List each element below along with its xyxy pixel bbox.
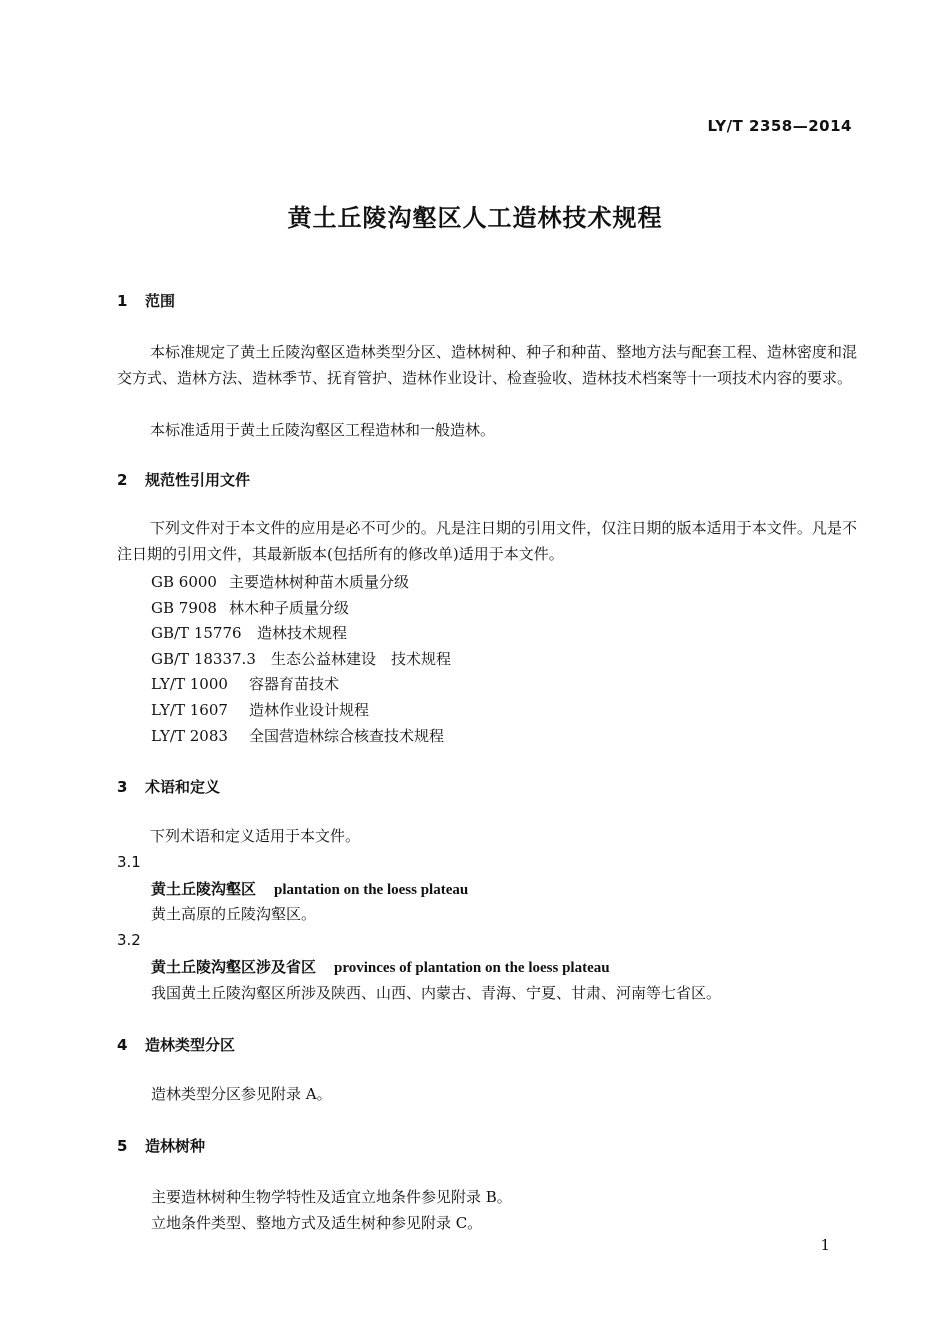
reference-code: GB/T 18337.3 bbox=[151, 650, 256, 668]
section-number: 4 bbox=[117, 1036, 128, 1054]
section-title: 范围 bbox=[145, 292, 176, 310]
term-definition: 我国黄土丘陵沟壑区所涉及陕西、山西、内蒙古、青海、宁夏、甘肃、河南等七省区。 bbox=[151, 984, 722, 1002]
term-heading bbox=[151, 956, 610, 977]
page-number: 1 bbox=[820, 1236, 830, 1254]
reference-name: 造林作业设计规程 bbox=[249, 701, 370, 719]
section-3-heading bbox=[117, 776, 220, 797]
reference-code: LY/T 1000 bbox=[151, 675, 228, 693]
section-2-heading bbox=[117, 469, 250, 490]
reference-item bbox=[151, 571, 409, 592]
reference-code: LY/T 1607 bbox=[151, 701, 228, 719]
reference-code: LY/T 2083 bbox=[151, 727, 228, 745]
reference-name: 主要造林树种苗木质量分级 bbox=[229, 573, 410, 591]
section-title: 规范性引用文件 bbox=[145, 471, 251, 489]
reference-item bbox=[151, 597, 349, 618]
reference-item bbox=[151, 622, 347, 643]
section-3-paragraph-1: 下列术语和定义适用于本文件。 bbox=[150, 827, 361, 845]
reference-item bbox=[151, 673, 339, 694]
term-english: plantation on the loess plateau bbox=[274, 882, 469, 898]
term-chinese: 黄土丘陵沟壑区 bbox=[151, 880, 257, 898]
reference-name: 全国营造林综合核查技术规程 bbox=[249, 727, 445, 745]
reference-name: 容器育苗技术 bbox=[249, 675, 340, 693]
section-number: 1 bbox=[117, 292, 128, 310]
section-title: 术语和定义 bbox=[145, 778, 221, 796]
section-5-heading bbox=[117, 1135, 205, 1156]
reference-name: 生态公益林建设 技术规程 bbox=[271, 650, 452, 668]
term-english: provinces of plantation on the loess plateau bbox=[334, 960, 610, 976]
section-number: 5 bbox=[117, 1137, 128, 1155]
section-1-paragraph-2: 本标准适用于黄土丘陵沟壑区工程造林和一般造林。 bbox=[150, 421, 496, 439]
section-number: 2 bbox=[117, 471, 128, 489]
section-number: 3 bbox=[117, 778, 128, 796]
section-2-paragraph-1: 下列文件对于本文件的应用是必不可少的。凡是注日期的引用文件，仅注日期的版本适用于本文件。凡是不注日期的引用文件，其最新版本(包括所有的修改单)适用于本文件。 bbox=[117, 519, 857, 563]
term-definition: 黄土高原的丘陵沟壑区。 bbox=[151, 905, 317, 923]
reference-name: 林木种子质量分级 bbox=[229, 599, 350, 617]
term-heading bbox=[151, 878, 468, 899]
reference-name: 造林技术规程 bbox=[257, 624, 348, 642]
section-4-paragraph-1: 造林类型分区参见附录 A。 bbox=[151, 1085, 332, 1103]
standard-code: LY/T 2358—2014 bbox=[707, 117, 852, 135]
reference-item bbox=[151, 699, 369, 720]
term-number: 3.1 bbox=[117, 853, 141, 871]
section-5-paragraph-2: 立地条件类型、整地方式及适生树种参见附录 C。 bbox=[151, 1214, 483, 1232]
reference-item bbox=[151, 725, 444, 746]
section-1-paragraph-1: 本标准规定了黄土丘陵沟壑区造林类型分区、造林树种、种子和种苗、整地方法与配套工程、造林密度和混交方式、造林方法、造林季节、抚育管护、造林作业设计、检查验收、造林技术档案等十一项技术内容的要求。 bbox=[117, 343, 857, 387]
term-number: 3.2 bbox=[117, 931, 141, 949]
section-4-heading bbox=[117, 1034, 235, 1055]
term-chinese: 黄土丘陵沟壑区涉及省区 bbox=[151, 958, 317, 976]
reference-code: GB/T 15776 bbox=[151, 624, 242, 642]
section-title: 造林类型分区 bbox=[145, 1036, 236, 1054]
reference-code: GB 7908 bbox=[151, 599, 217, 617]
reference-code: GB 6000 bbox=[151, 573, 217, 591]
section-title: 造林树种 bbox=[145, 1137, 206, 1155]
reference-item bbox=[151, 648, 451, 669]
section-5-paragraph-1: 主要造林树种生物学特性及适宜立地条件参见附录 B。 bbox=[151, 1188, 512, 1206]
document-title: 黄土丘陵沟壑区人工造林技术规程 bbox=[287, 204, 663, 232]
section-1-heading bbox=[117, 290, 175, 311]
